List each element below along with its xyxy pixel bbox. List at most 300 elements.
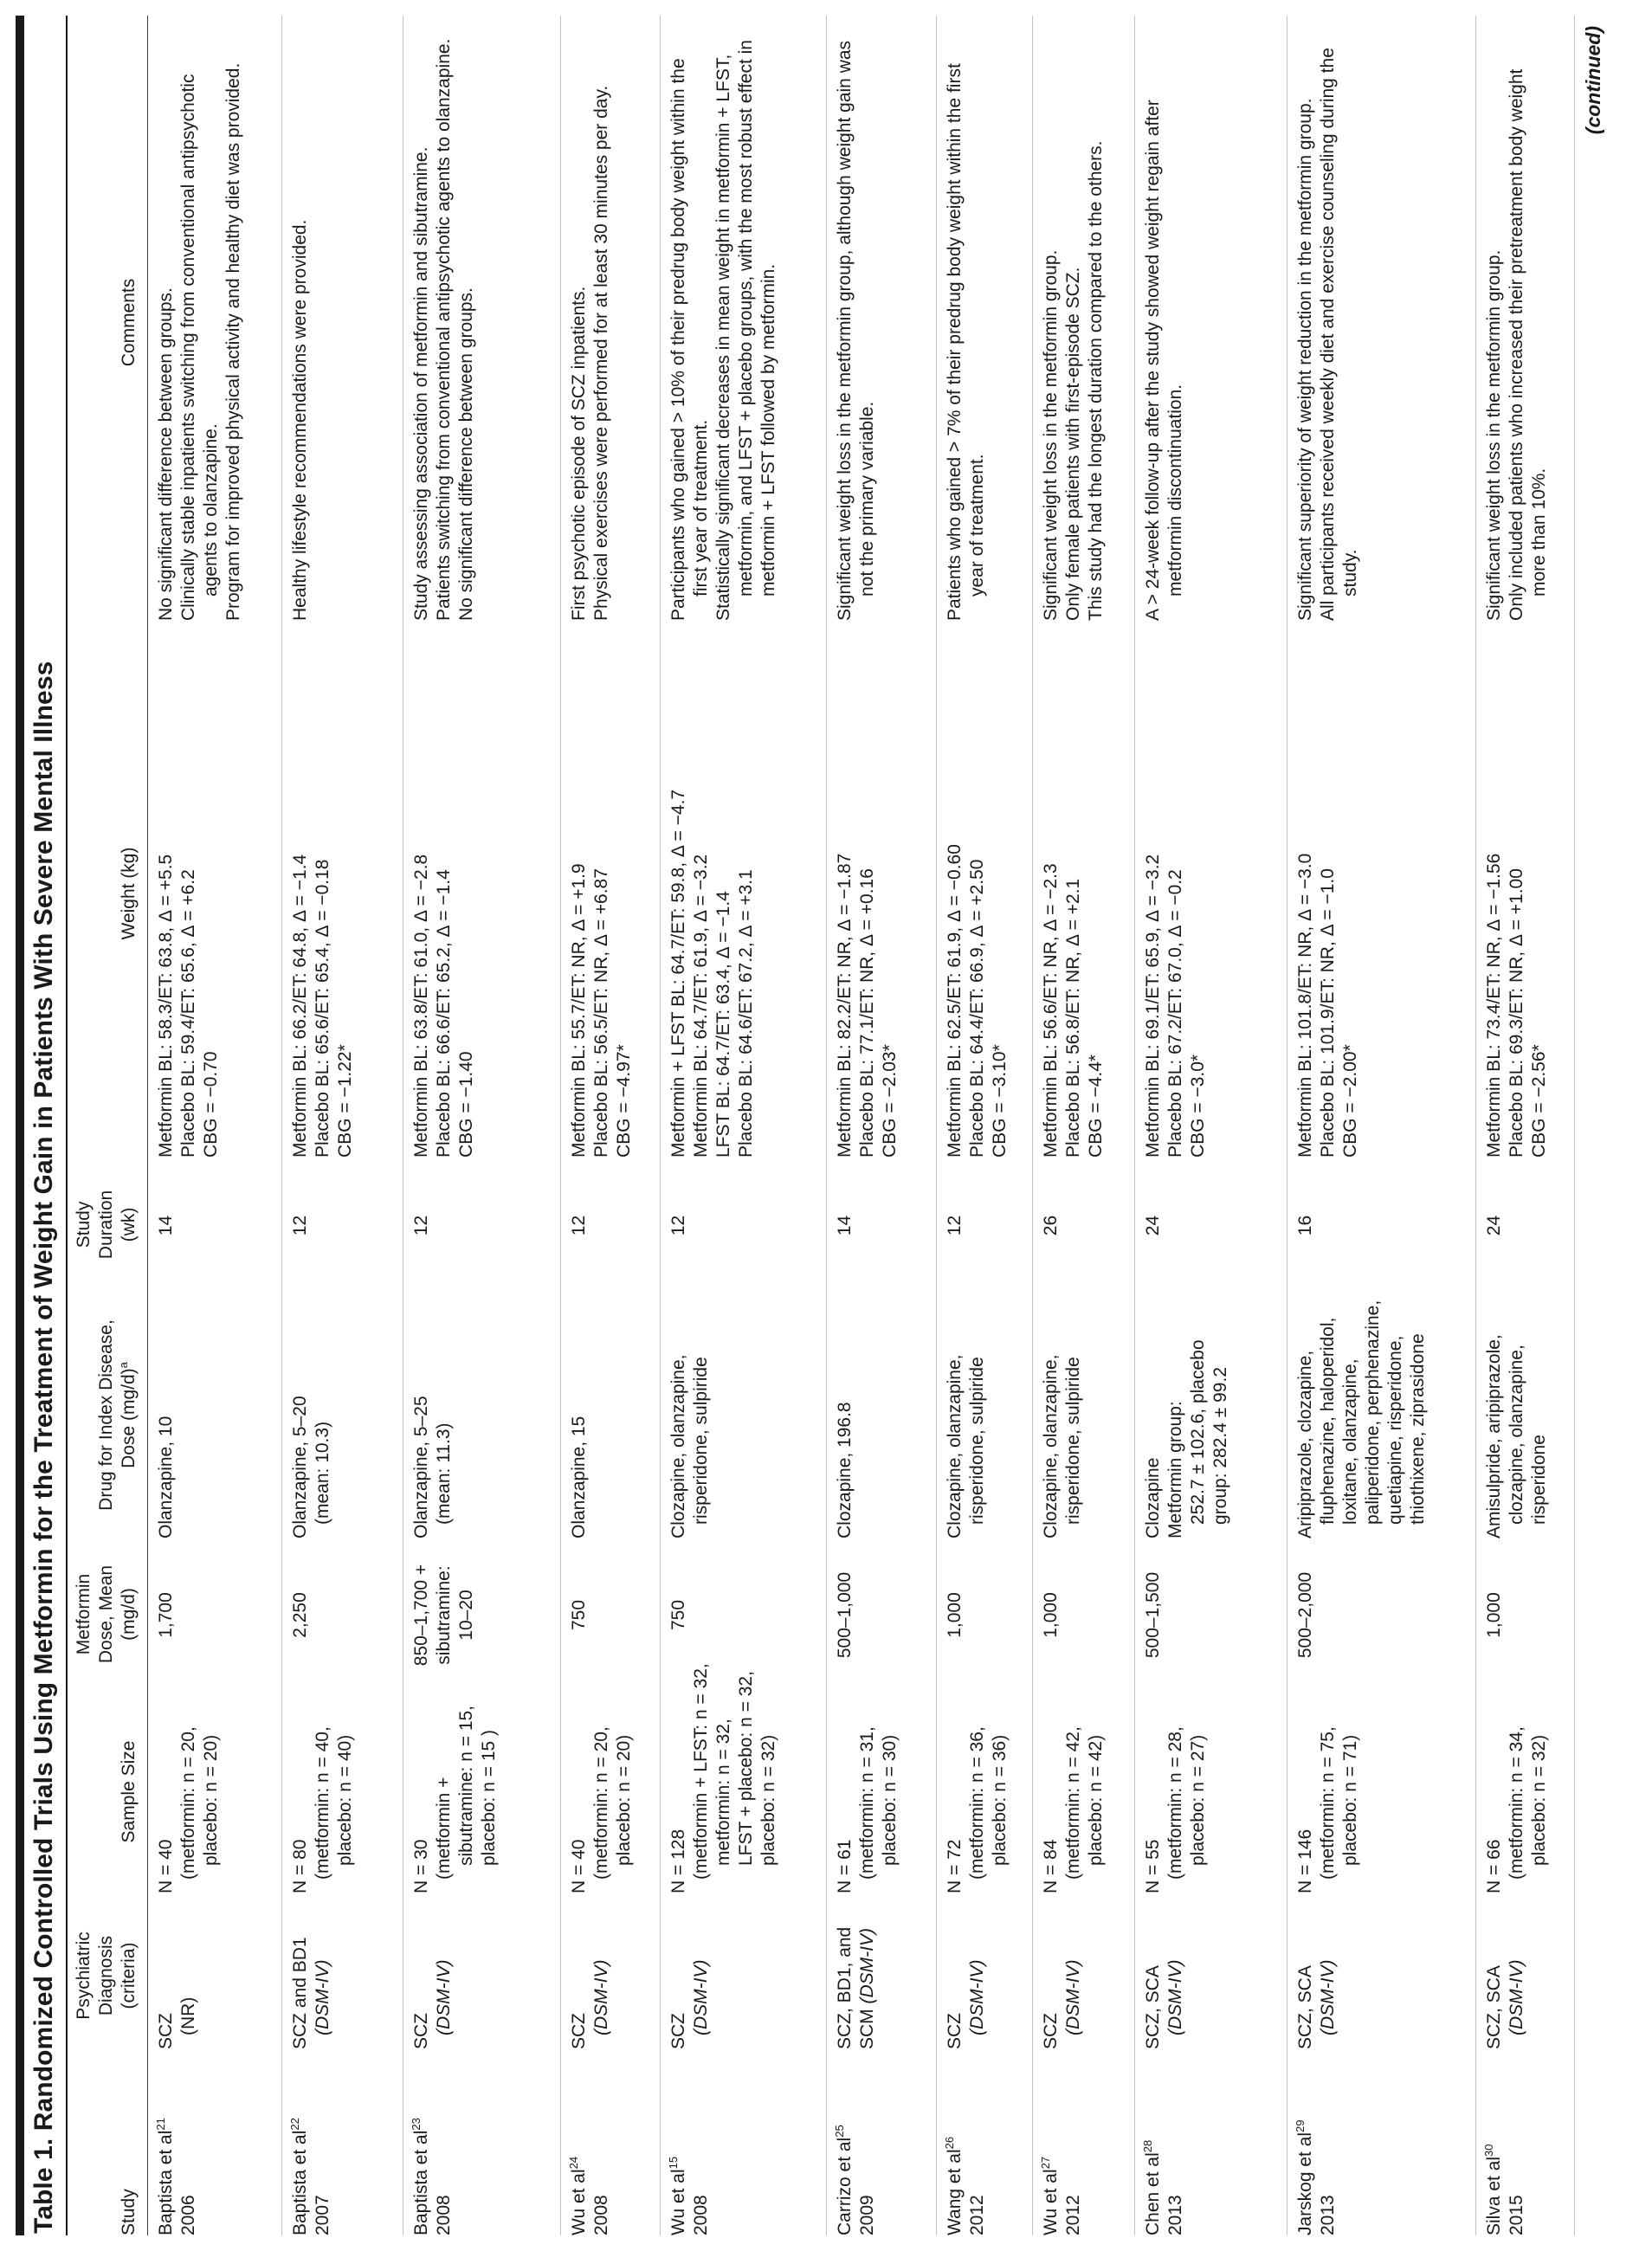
index-drug-line: risperidone, sulpiride — [967, 1357, 987, 1525]
column-header-line: Metformin — [74, 1573, 94, 1655]
duration-value: 16 — [1295, 1215, 1315, 1236]
sample-size-line: (metformin: n = 20, — [178, 1726, 198, 1880]
table-row — [1033, 16, 1135, 2235]
comment-paragraph: Statistically significant decreases in mean weight in metformin + LFST, metformin, and LFST + placebo groups, with the most robust effect in metformin + LFST followed by metformin. — [713, 40, 778, 621]
comments-cell — [1142, 16, 1283, 621]
diagnosis-line: SCM (DSM-IV) — [857, 1928, 877, 2049]
metformin-dose-line: 850–1,700 + — [411, 1564, 431, 1667]
column-header-drug — [73, 1283, 140, 1538]
diagnosis-line: SCZ and BD1 — [290, 1937, 310, 2049]
comment-paragraph: Significant weight loss in the metformin group, although weight gain was not the primary variable. — [835, 40, 877, 621]
comment-paragraph: A > 24-week follow-up after the study showed weight regain after metformin discontinuation. — [1143, 100, 1185, 621]
study-year: 2008 — [591, 2195, 611, 2235]
comment-paragraph: This study had the longest duration compared to the others. — [1086, 140, 1106, 621]
diagnosis-line: (DSM-IV) — [313, 1959, 332, 2035]
sample-size-line: metformin: n = 32, — [713, 1719, 733, 1866]
diagnosis-cell — [155, 1893, 278, 2049]
weight-line: CBG = −2.03* — [880, 1044, 900, 1158]
continued-note: (continued) — [1582, 26, 1604, 135]
duration-cell — [1040, 1158, 1131, 1283]
weight-line: Metformin + LFST BL: 64.7/ET: 59.8, Δ = −4.7 — [668, 789, 688, 1158]
index-drug-cell — [568, 1283, 656, 1538]
sample-size-line: (metformin + LFST: n = 32, — [691, 1663, 711, 1880]
study-name: Baptista et $al^{21}$ — [154, 2118, 176, 2235]
weight-cell — [668, 621, 823, 1158]
column-header-line: Comments — [119, 278, 139, 367]
column-header-line: (wk) — [119, 1207, 139, 1242]
metformin-dose-line: 1,000 — [1484, 1592, 1504, 1638]
weight-line: Metformin BL: 62.5/ET: 61.9, Δ = −0.60 — [945, 844, 965, 1158]
metformin-dose-line: 750 — [668, 1599, 688, 1631]
duration-cell — [944, 1158, 1029, 1283]
comments-cell — [944, 16, 1029, 621]
study-cell — [155, 2049, 278, 2235]
table-row — [1287, 16, 1476, 2235]
table-title: Table 1. Randomized Controlled Trials Using Metformin for the Treatment of Weight Gain in Patients With Severe Mental Illness — [29, 661, 58, 2234]
weight-line: CBG = −2.56* — [1529, 1044, 1549, 1158]
weight-line: CBG = −3.10* — [990, 1044, 1010, 1158]
weight-line: CBG = −4.4* — [1086, 1054, 1106, 1158]
column-header-comments — [73, 16, 140, 621]
sample-size-cell — [668, 1663, 823, 1893]
duration-cell — [1142, 1158, 1283, 1283]
table-body — [148, 16, 1575, 2235]
sample-size-line: (metformin: n = 28, — [1165, 1726, 1185, 1880]
sample-size-line: (metformin: n = 20, — [591, 1726, 611, 1880]
table-row — [1476, 16, 1575, 2235]
table-row — [827, 16, 937, 2235]
weight-line: CBG = −1.22* — [335, 1044, 355, 1158]
index-drug-line: (mean: 10.3) — [313, 1421, 332, 1525]
column-header-line: (mg/d) — [119, 1588, 139, 1641]
sample-size-line: N = 84 — [1041, 1839, 1061, 1893]
table-top-rule — [16, 16, 24, 2235]
comment-paragraph: Physical exercises were performed for at least 30 minutes per day. — [591, 85, 611, 621]
sample-size-cell — [1294, 1681, 1472, 1893]
weight-line: Placebo BL: 77.1/ET: NR, Δ = +0.16 — [857, 868, 877, 1158]
comment-paragraph: Only included patients who increased their pretreatment body weight more than 10%. — [1507, 68, 1549, 621]
sample-size-cell — [289, 1681, 399, 1893]
weight-line: Placebo BL: 64.4/ET: 66.9, Δ = +2.50 — [967, 859, 987, 1158]
study-cell — [1294, 2049, 1472, 2235]
weight-line: CBG = −3.0* — [1188, 1054, 1208, 1158]
index-drug-line: Olanzapine, 5–25 — [411, 1396, 431, 1538]
diagnosis-line: SCZ — [569, 2013, 589, 2049]
index-drug-line: risperidone — [1529, 1435, 1549, 1525]
diagnosis-cell — [834, 1893, 932, 2049]
sample-size-cell — [1142, 1681, 1283, 1893]
weight-line: Placebo BL: 69.3/ET: NR, Δ = +1.00 — [1507, 868, 1526, 1158]
comments-cell — [1294, 16, 1472, 621]
sample-size-line: (metformin: n = 31, — [857, 1726, 877, 1880]
sample-size-cell — [1483, 1681, 1571, 1893]
index-drug-line: thiothixene, ziprasidone — [1408, 1333, 1428, 1525]
weight-line: Metformin BL: 69.1/ET: 65.9, Δ = −3.2 — [1143, 854, 1163, 1158]
diagnosis-cell — [1040, 1893, 1131, 2049]
index-drug-cell — [289, 1283, 399, 1538]
study-year: 2012 — [1063, 2195, 1083, 2235]
index-drug-line: risperidone, sulpiride — [1063, 1357, 1083, 1525]
diagnosis-line: SCZ — [411, 2013, 431, 2049]
index-drug-cell — [410, 1283, 557, 1538]
duration-cell — [668, 1158, 823, 1283]
table-row — [1135, 16, 1287, 2235]
metformin-dose-cell — [410, 1538, 557, 1681]
index-drug-cell — [1294, 1283, 1472, 1538]
column-header-line: Study — [74, 1201, 94, 1248]
comment-paragraph: Significant weight loss in the metformin group. — [1041, 249, 1061, 621]
column-header-line: Dose $(mg/d)^a$ — [117, 1362, 139, 1468]
study-name: Jarskog et $al^{29}$ — [1294, 2119, 1315, 2235]
study-year: 2009 — [857, 2195, 877, 2235]
sample-size-line: placebo: n = 20) — [614, 1734, 634, 1866]
sample-size-line: placebo: n = 15 ) — [479, 1729, 499, 1866]
comment-paragraph: Patients who gained > 7% of their predrug body weight within the first year of treatment. — [945, 63, 987, 621]
metformin-dose-line: 1,000 — [1041, 1592, 1061, 1638]
sample-size-line: placebo: n = 36) — [990, 1734, 1010, 1866]
column-header-study — [73, 2049, 140, 2235]
study-year: 2015 — [1507, 2195, 1526, 2235]
comments-cell — [155, 16, 278, 621]
index-drug-cell — [1040, 1283, 1131, 1538]
metformin-dose-line: 500–1,000 — [835, 1571, 855, 1659]
index-drug-cell — [944, 1283, 1029, 1538]
index-drug-line: (mean: 11.3) — [434, 1422, 454, 1525]
index-drug-line: Metformin group: — [1165, 1401, 1185, 1538]
sample-size-line: (metformin: n = 36, — [967, 1726, 987, 1880]
study-cell — [289, 2049, 399, 2235]
index-drug-line: fluphenazine, haloperidol, — [1318, 1317, 1338, 1525]
weight-cell — [1142, 621, 1283, 1158]
sample-size-line: N = 40 — [569, 1839, 589, 1893]
sample-size-line: (metformin: n = 42, — [1063, 1726, 1083, 1880]
study-year: 2008 — [434, 2195, 454, 2235]
sample-size-line: (metformin: n = 34, — [1507, 1726, 1526, 1880]
duration-cell — [1294, 1158, 1472, 1283]
metformin-dose-line: 1,000 — [945, 1592, 965, 1638]
comments-cell — [289, 16, 399, 621]
index-drug-cell — [1483, 1283, 1571, 1538]
column-header-line: Psychiatric — [74, 1932, 94, 2020]
diagnosis-line: (DSM-IV) — [1165, 1959, 1185, 2035]
sample-size-line: N = 30 — [411, 1839, 431, 1893]
weight-line: Metformin BL: 64.7/ET: 61.9, Δ = −3.2 — [691, 854, 711, 1158]
sample-size-line: sibutramine: n = 15, — [456, 1705, 476, 1866]
metformin-dose-cell — [1142, 1538, 1283, 1681]
table-header-row — [68, 16, 148, 2235]
sample-size-line: N = 72 — [945, 1839, 965, 1893]
study-cell — [1142, 2049, 1283, 2235]
sample-size-line: placebo: n = 30) — [880, 1734, 900, 1866]
metformin-dose-cell — [834, 1538, 932, 1681]
metformin-dose-line: 10–20 — [456, 1590, 476, 1641]
sample-size-line: placebo: n = 32) — [758, 1734, 778, 1866]
comments-cell — [668, 16, 823, 621]
duration-value: 14 — [156, 1215, 176, 1236]
sample-size-cell — [410, 1681, 557, 1893]
weight-cell — [1483, 621, 1571, 1158]
weight-cell — [834, 621, 932, 1158]
table-row — [403, 16, 561, 2235]
duration-value: 24 — [1484, 1215, 1504, 1236]
metformin-dose-cell — [1294, 1538, 1472, 1681]
comments-cell — [410, 16, 557, 621]
diagnosis-line: SCZ — [156, 2013, 176, 2049]
weight-line: Metformin BL: 66.2/ET: 64.8, Δ = −1.4 — [290, 854, 310, 1158]
index-drug-line: Clozapine, olanzapine, — [1041, 1354, 1061, 1538]
duration-value: 24 — [1143, 1215, 1163, 1236]
column-header-dose — [73, 1538, 140, 1681]
column-header-weight — [73, 621, 140, 1158]
weight-cell — [1294, 621, 1472, 1158]
duration-value: 12 — [290, 1215, 310, 1236]
index-drug-line: Olanzapine, 15 — [569, 1416, 589, 1538]
weight-cell — [1040, 621, 1131, 1158]
metformin-dose-line: 750 — [569, 1599, 589, 1631]
sample-size-line: (metformin + — [434, 1777, 454, 1880]
table-row — [148, 16, 282, 2235]
diagnosis-line: (DSM-IV) — [1063, 1959, 1083, 2035]
column-header-line: Sample Size — [119, 1740, 139, 1843]
table-row — [561, 16, 661, 2235]
diagnosis-line: SCZ, BD1, and — [835, 1926, 855, 2049]
sample-size-line: placebo: n = 32) — [1529, 1734, 1549, 1866]
duration-cell — [568, 1158, 656, 1283]
index-drug-line: paliperidone, perphenazine, — [1363, 1300, 1383, 1525]
column-header-line: Study — [119, 2189, 139, 2235]
sample-size-line: N = 128 — [668, 1829, 688, 1893]
metformin-dose-cell — [155, 1538, 278, 1681]
study-year: 2006 — [178, 2195, 198, 2235]
comment-paragraph: Significant superiority of weight reduction in the metformin group. — [1295, 98, 1315, 621]
comment-paragraph: Only female patients with first-episode SCZ. — [1063, 267, 1083, 621]
diagnosis-line: (NR) — [178, 1996, 198, 2035]
weight-line: CBG = −0.70 — [201, 1051, 221, 1158]
diagnosis-line: SCZ, SCA — [1295, 1965, 1315, 2049]
weight-line: Placebo BL: 56.5/ET: NR, Δ = +6.87 — [591, 868, 611, 1158]
index-drug-line: loxitane, olanzapine, — [1340, 1358, 1360, 1525]
index-drug-line: Olanzapine, 5–20 — [290, 1396, 310, 1538]
comment-paragraph: Study assessing association of metformin and sibutramine. — [411, 146, 431, 621]
index-drug-cell — [155, 1283, 278, 1538]
diagnosis-line: (DSM-IV) — [967, 1959, 987, 2035]
table-row — [282, 16, 403, 2235]
duration-value: 12 — [668, 1215, 688, 1236]
diagnosis-line: SCZ — [945, 2013, 965, 2049]
duration-value: 12 — [569, 1215, 589, 1236]
diagnosis-cell — [568, 1893, 656, 2049]
weight-line: Metformin BL: 56.6/ET: NR, Δ = −2.3 — [1041, 863, 1061, 1158]
index-drug-line: 252.7 ± 102.6, placebo — [1188, 1339, 1208, 1525]
weight-line: Placebo BL: 64.6/ET: 67.2, Δ = +3.1 — [736, 869, 756, 1158]
study-name: Wu et $al^{27}$ — [1039, 2156, 1061, 2235]
weight-line: Metformin BL: 73.4/ET: NR, Δ = −1.56 — [1484, 853, 1504, 1158]
sample-size-line: N = 66 — [1484, 1839, 1504, 1893]
duration-value: 12 — [945, 1215, 965, 1236]
comments-cell — [1483, 16, 1571, 621]
sample-size-line: LFST + placebo: n = 32, — [736, 1671, 756, 1866]
diagnosis-line: (DSM-IV) — [434, 1959, 454, 2035]
study-year: 2013 — [1165, 2195, 1185, 2235]
column-header-line: (criteria) — [119, 1942, 139, 2009]
sample-size-line: placebo: n = 40) — [335, 1734, 355, 1866]
weight-line: LFST BL: 64.7/ET: 63.4, Δ = −1.4 — [713, 891, 733, 1158]
comment-paragraph: All participants received weekly diet and exercise counseling during the study. — [1318, 48, 1360, 621]
sample-size-line: N = 40 — [156, 1839, 176, 1893]
index-drug-line: quetiapine, risperidone, — [1385, 1335, 1405, 1525]
column-header-line: Weight (kg) — [119, 847, 139, 940]
diagnosis-line: (DSM-IV) — [1507, 1959, 1526, 2035]
weight-line: Placebo BL: 59.4/ET: 65.6, Δ = +6.2 — [178, 869, 198, 1158]
diagnosis-line: (DSM-IV) — [1318, 1959, 1338, 2035]
diagnosis-line: SCZ, SCA — [1484, 1965, 1504, 2049]
sample-size-cell — [155, 1681, 278, 1893]
column-header-sample — [73, 1681, 140, 1893]
duration-cell — [289, 1158, 399, 1283]
weight-line: Metformin BL: 101.8/ET: NR, Δ = −3.0 — [1295, 853, 1315, 1158]
study-cell — [668, 2049, 823, 2235]
sample-size-line: placebo: n = 27) — [1188, 1734, 1208, 1866]
index-drug-line: Amisulpride, aripiprazole, — [1484, 1334, 1504, 1538]
column-header-line: Diagnosis — [96, 1935, 116, 2016]
metformin-dose-cell — [289, 1538, 399, 1681]
duration-value: 14 — [835, 1215, 855, 1236]
index-drug-line: Clozapine — [1143, 1457, 1163, 1538]
index-drug-line: Aripiprazole, clozapine, — [1295, 1350, 1315, 1538]
sample-size-line: N = 55 — [1143, 1839, 1163, 1893]
study-name: Baptista et $al^{23}$ — [410, 2118, 431, 2235]
weight-line: Metformin BL: 63.8/ET: 61.0, Δ = −2.8 — [411, 854, 431, 1158]
index-drug-line: Clozapine, olanzapine, — [945, 1354, 965, 1538]
diagnosis-cell — [410, 1893, 557, 2049]
duration-value: 26 — [1041, 1215, 1061, 1236]
study-cell — [1483, 2049, 1571, 2235]
study-name: Silva et $al^{30}$ — [1482, 2144, 1504, 2235]
metformin-dose-cell — [1040, 1538, 1131, 1681]
diagnosis-cell — [289, 1893, 399, 2049]
comment-paragraph: First psychotic episode of SCZ inpatients. — [569, 286, 589, 621]
study-year: 2007 — [313, 2195, 332, 2235]
diagnosis-line: SCZ, SCA — [1143, 1965, 1163, 2049]
index-drug-line: group: 282.4 ± 99.2 — [1210, 1367, 1230, 1525]
index-drug-cell — [668, 1283, 823, 1538]
study-name: Wu et $al^{15}$ — [667, 2156, 688, 2235]
weight-line: Placebo BL: 67.2/ET: 67.0, Δ = −0.2 — [1165, 869, 1185, 1158]
column-header-duration — [73, 1158, 140, 1283]
comment-paragraph: Program for improved physical activity and healthy diet was provided. — [223, 62, 243, 621]
duration-value: 12 — [411, 1215, 431, 1236]
weight-line: Placebo BL: 65.6/ET: 65.4, Δ = −0.18 — [313, 859, 332, 1158]
duration-cell — [410, 1158, 557, 1283]
duration-cell — [834, 1158, 932, 1283]
weight-cell — [568, 621, 656, 1158]
comments-cell — [1040, 16, 1131, 621]
comment-paragraph: Significant weight loss in the metformin group. — [1484, 249, 1504, 621]
sample-size-line: placebo: n = 42) — [1086, 1734, 1106, 1866]
column-header-line: Drug for Index Disease, — [96, 1319, 116, 1511]
sample-size-cell — [568, 1681, 656, 1893]
study-year: 2012 — [967, 2195, 987, 2235]
column-header-line: Duration — [96, 1190, 116, 1260]
study-year: 2013 — [1318, 2195, 1338, 2235]
study-year: 2008 — [691, 2195, 711, 2235]
sample-size-line: N = 146 — [1295, 1829, 1315, 1893]
weight-line: Placebo BL: 66.6/ET: 65.2, Δ = −1.4 — [434, 869, 454, 1158]
weight-cell — [289, 621, 399, 1158]
weight-line: CBG = −4.97* — [614, 1044, 634, 1158]
column-header-diagnosis — [73, 1893, 140, 2049]
diagnosis-line: (DSM-IV) — [691, 1959, 711, 2035]
diagnosis-cell — [944, 1893, 1029, 2049]
index-drug-cell — [1142, 1283, 1283, 1538]
study-cell — [834, 2049, 932, 2235]
sample-size-line: placebo: n = 20) — [201, 1734, 221, 1866]
study-name: Baptista et $al^{22}$ — [288, 2118, 310, 2235]
metformin-dose-cell — [944, 1538, 1029, 1681]
weight-line: Metformin BL: 58.3/ET: 63.8, Δ = +5.5 — [156, 854, 176, 1158]
table-row — [661, 16, 827, 2235]
diagnosis-cell — [1294, 1893, 1472, 2049]
study-name: Carrizo et $al^{25}$ — [833, 2125, 855, 2235]
comment-paragraph: Patients switching from conventional antipsychotic agents to olanzapine. — [434, 38, 454, 621]
sample-size-cell — [944, 1681, 1029, 1893]
study-name: Chen et $al^{28}$ — [1141, 2139, 1163, 2235]
sample-size-cell — [1040, 1681, 1131, 1893]
metformin-dose-cell — [668, 1538, 823, 1681]
column-header-line: Dose, Mean — [96, 1564, 116, 1664]
duration-cell — [1483, 1158, 1571, 1283]
comments-cell — [834, 16, 932, 621]
study-cell — [1040, 2049, 1131, 2235]
metformin-dose-line: sibutramine: — [434, 1565, 454, 1665]
index-drug-cell — [834, 1283, 932, 1538]
metformin-dose-line: 500–1,500 — [1143, 1571, 1163, 1659]
sample-size-line: (metformin: n = 40, — [313, 1726, 332, 1880]
study-cell — [410, 2049, 557, 2235]
diagnosis-line: (DSM-IV) — [591, 1959, 611, 2035]
comment-paragraph: No significant difference between groups. — [156, 287, 176, 621]
sample-size-line: N = 80 — [290, 1839, 310, 1893]
weight-cell — [410, 621, 557, 1158]
weight-line: Placebo BL: 101.9/ET: NR, Δ = −1.0 — [1318, 868, 1338, 1158]
study-cell — [568, 2049, 656, 2235]
diagnosis-cell — [1142, 1893, 1283, 2049]
metformin-dose-cell — [1483, 1538, 1571, 1681]
comment-paragraph: Healthy lifestyle recommendations were provided. — [290, 219, 310, 621]
index-drug-line: clozapine, olanzapine, — [1507, 1345, 1526, 1525]
metformin-dose-line: 2,250 — [290, 1592, 310, 1638]
weight-line: Metformin BL: 55.7/ET: NR, Δ = +1.9 — [569, 863, 589, 1158]
weight-line: CBG = −2.00* — [1340, 1044, 1360, 1158]
metformin-dose-cell — [568, 1538, 656, 1681]
sample-size-line: (metformin: n = 75, — [1318, 1726, 1338, 1880]
metformin-dose-line: 500–2,000 — [1295, 1571, 1315, 1659]
sample-size-cell — [834, 1681, 932, 1893]
comment-paragraph: Participants who gained > 10% of their predrug body weight within the first year of treatment. — [668, 58, 711, 621]
metformin-dose-line: 1,700 — [156, 1592, 176, 1638]
sample-size-line: placebo: n = 71) — [1340, 1734, 1360, 1866]
index-drug-line: risperidone, sulpiride — [691, 1357, 711, 1525]
table-row — [937, 16, 1033, 2235]
index-drug-line: Clozapine, olanzapine, — [668, 1354, 688, 1538]
comment-paragraph: No significant difference between groups. — [456, 287, 476, 621]
weight-line: Placebo BL: 56.8/ET: NR, Δ = +2.1 — [1063, 878, 1083, 1158]
comments-cell — [568, 16, 656, 621]
index-drug-line: Olanzapine, 10 — [156, 1416, 176, 1538]
diagnosis-line: SCZ — [1041, 2013, 1061, 2049]
sample-size-line: N = 61 — [835, 1839, 855, 1893]
study-name: Wang et $al^{26}$ — [943, 2136, 965, 2235]
